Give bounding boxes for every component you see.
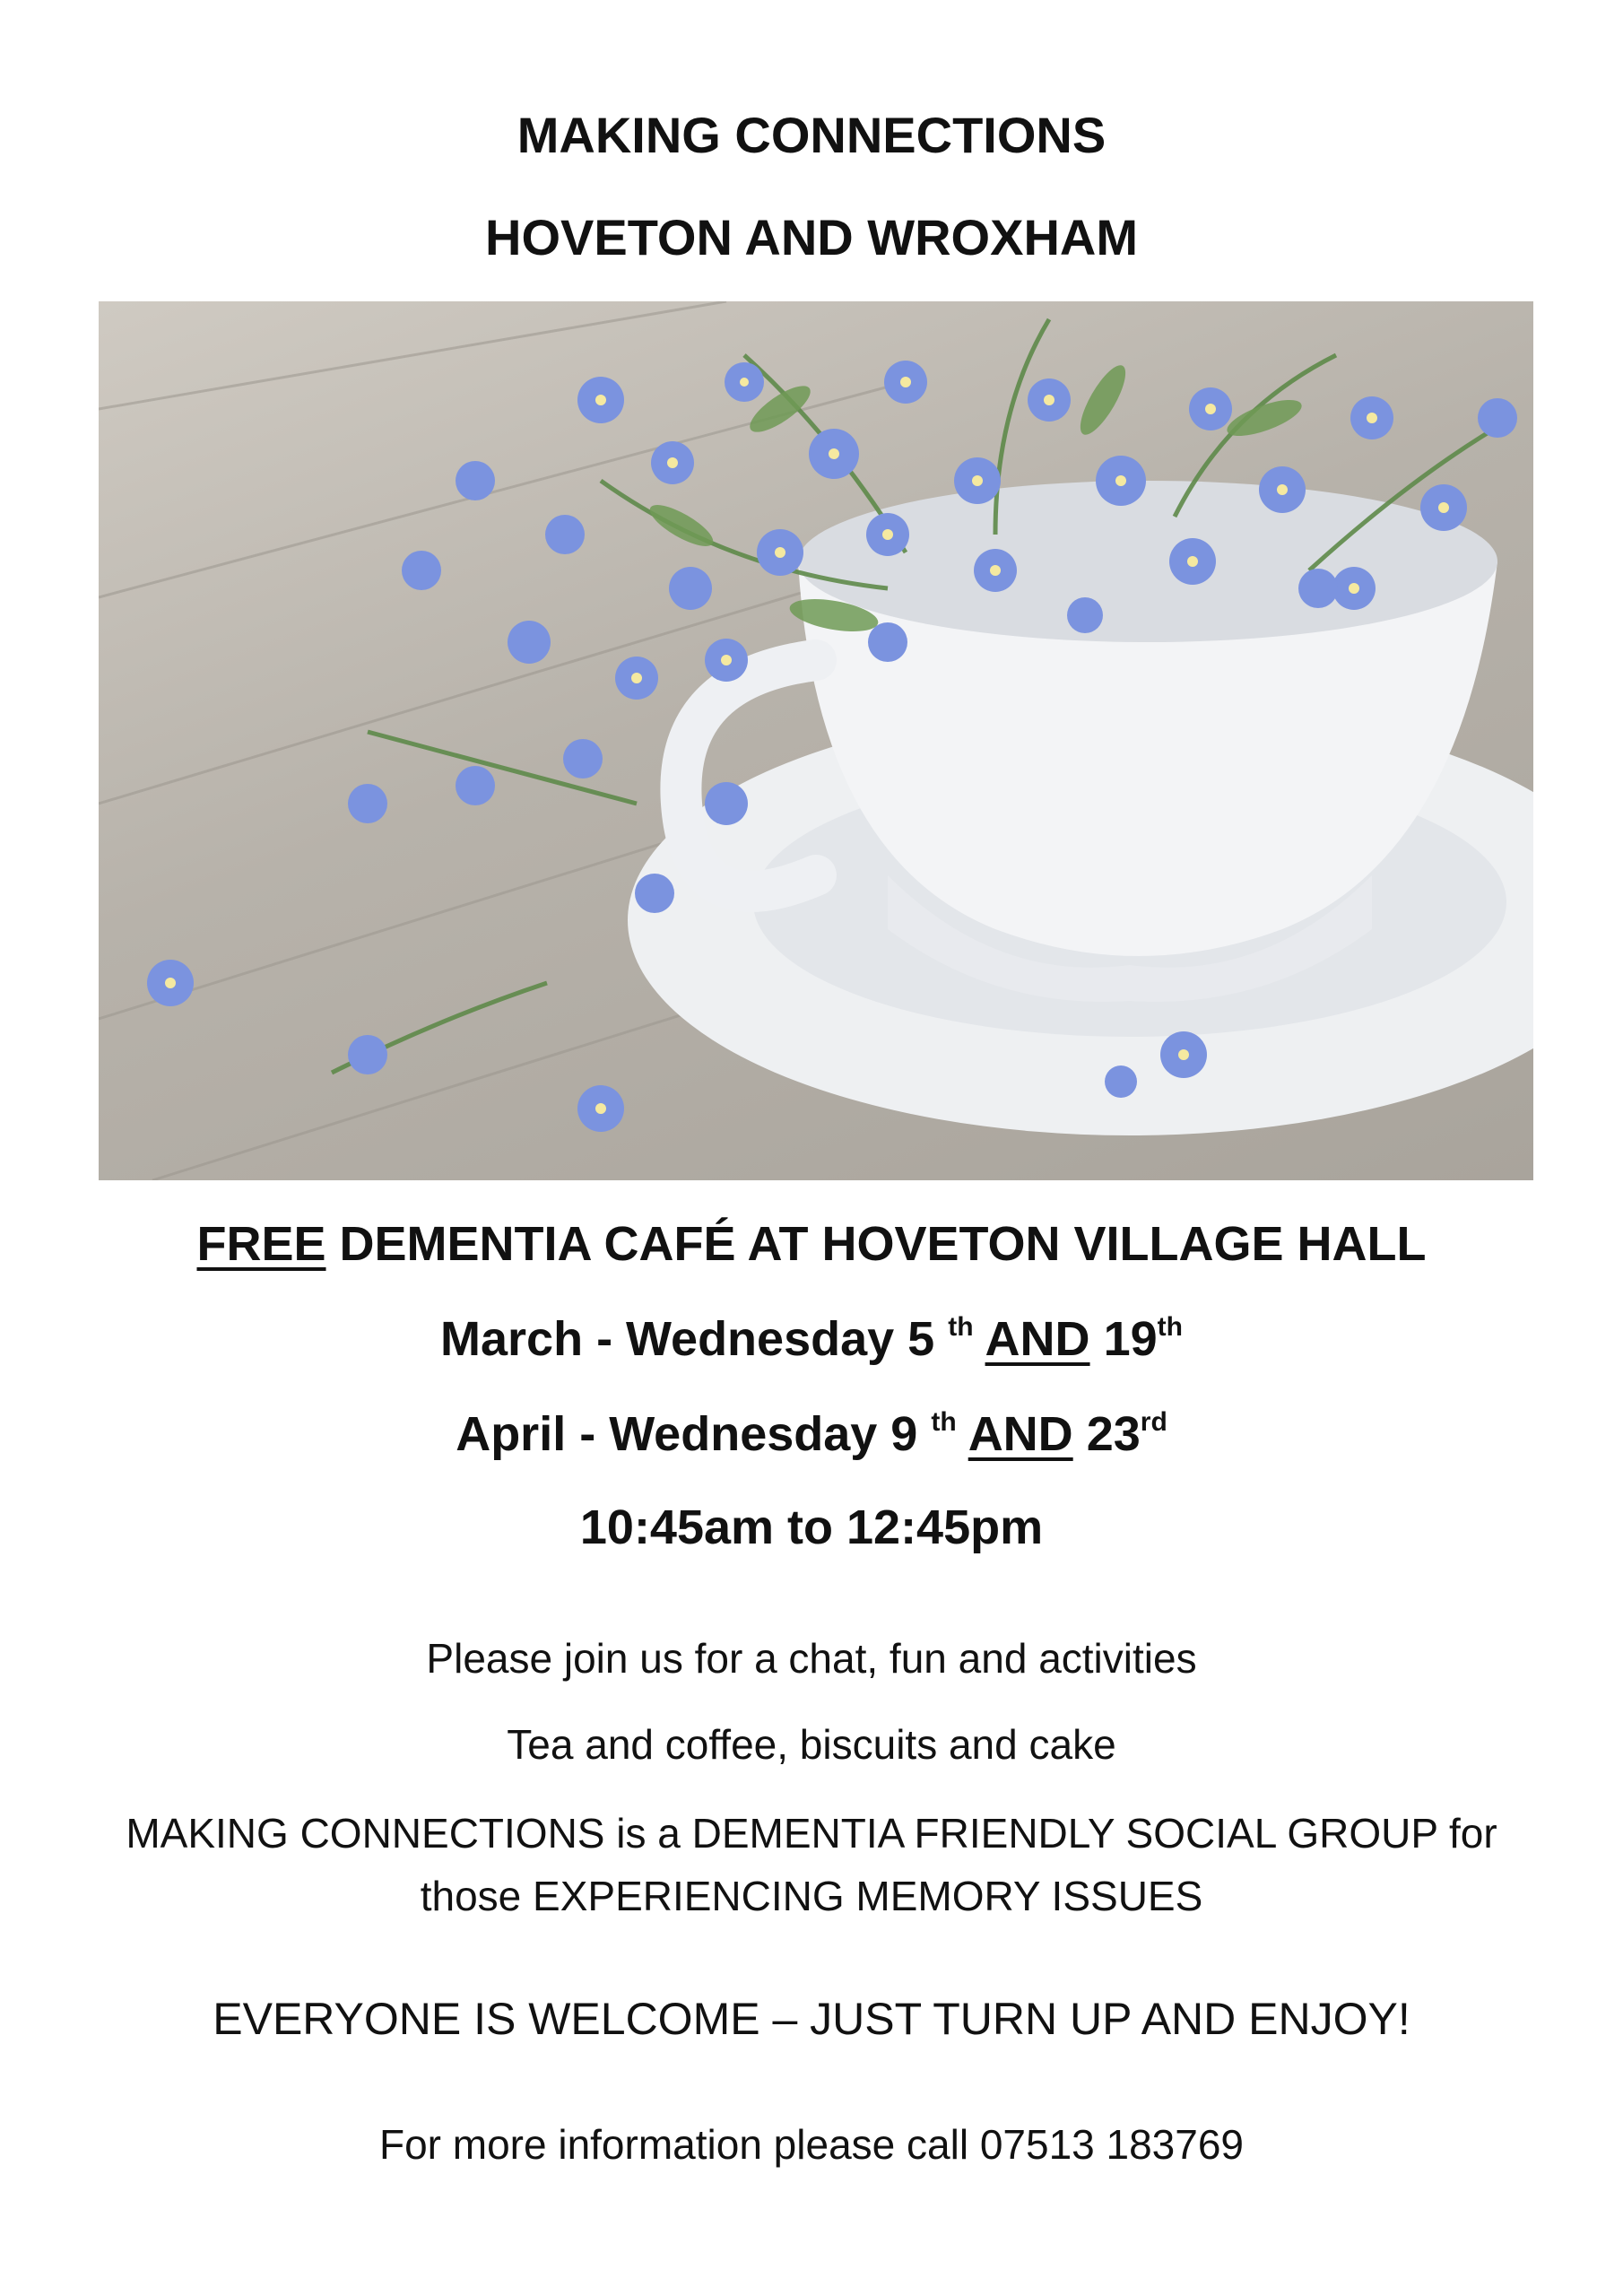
april-sup-2: rd	[1140, 1407, 1167, 1437]
contact-line: For more information please call 07513 183769	[378, 2121, 1245, 2168]
march-date-2: 19	[1103, 1312, 1158, 1366]
march-sup-2: th	[1157, 1312, 1183, 1342]
event-time: 10:45am to 12:45pm	[579, 1500, 1044, 1554]
april-sup-1: th	[931, 1407, 957, 1437]
description-line-2: those EXPERIENCING MEMORY ISSUES	[420, 1873, 1203, 1919]
description-line-1: MAKING CONNECTIONS is a DEMENTIA FRIENDLY SOCIAL GROUP for	[126, 1810, 1497, 1857]
cafe-heading	[0, 1216, 1623, 1272]
march-sup-1: th	[948, 1312, 974, 1342]
march-dates	[0, 1311, 1623, 1367]
flyer-title: MAKING CONNECTIONS	[516, 107, 1107, 163]
free-label: FREE	[196, 1217, 326, 1271]
april-and: AND	[968, 1407, 1073, 1461]
april-prefix: April - Wednesday 9	[456, 1407, 918, 1461]
invite-line: Please join us for a chat, fun and activities	[426, 1635, 1197, 1682]
march-prefix: March - Wednesday 5	[440, 1312, 935, 1366]
teacup-flowers-photo	[99, 301, 1533, 1180]
april-dates	[0, 1406, 1623, 1462]
refreshments-line: Tea and coffee, biscuits and cake	[507, 1721, 1116, 1768]
april-date-2: 23	[1086, 1407, 1141, 1461]
welcome-line: EVERYONE IS WELCOME – JUST TURN UP AND ENJOY!	[213, 1994, 1410, 2044]
march-and: AND	[985, 1312, 1090, 1366]
cafe-name: DEMENTIA CAFÉ AT HOVETON VILLAGE HALL	[325, 1217, 1427, 1271]
flyer-subtitle: HOVETON AND WROXHAM	[485, 209, 1138, 265]
